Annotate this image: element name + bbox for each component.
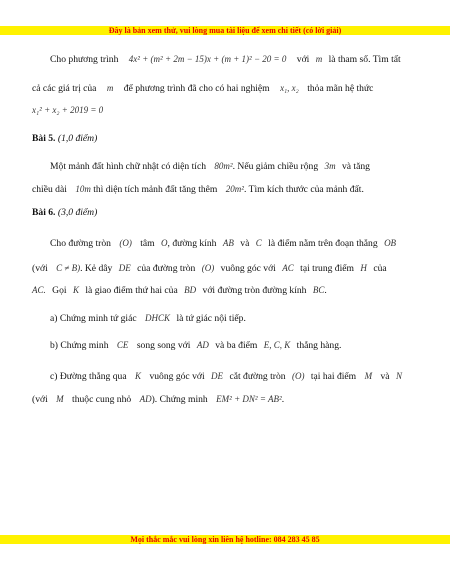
problem-5-heading: Bài 5. (1,0 điểm) bbox=[32, 133, 98, 144]
p4-line-2: cả các giá trị của m để phương trình đã cho có hai nghiệm x₁, x₂ thỏa mãn hệ thức bbox=[32, 83, 374, 94]
p5-line-1: Một mảnh đất hình chữ nhật có diện tích 80m². Nếu giảm chiều rộng 3m và tăng bbox=[50, 161, 370, 172]
p4-line-1: Cho phương trình 4x² + (m² + 2m − 15)x + (m + 1)² − 20 = 0 với m là tham số. Tìm tất bbox=[50, 54, 401, 65]
p5-line-2: chiều dài 10m thì diện tích mảnh đất tăng thêm 20m². Tìm kích thước của mảnh đất. bbox=[32, 184, 364, 195]
part-c-line-1: c) Đường thẳng qua K vuông góc với DE cắt đường tròn (O) tại hai điểm M và N bbox=[50, 371, 402, 382]
p6-line-2: (với C ≠ B). Kẻ dây DE của đường tròn (O) vuông góc với AC tại trung điểm H của bbox=[32, 263, 387, 274]
part-a: a) Chứng minh tứ giác DHCK là tứ giác nội tiếp. bbox=[50, 313, 246, 324]
p6-line-3: AC. Gọi K là giao điểm thứ hai của BD với đường tròn đường kính BC. bbox=[32, 285, 327, 296]
equation: x₁² + x₂ + 2019 = 0 bbox=[32, 105, 104, 115]
hotline-banner: Mọi thắc mắc vui lòng xin liên hệ hotline: 084 283 45 85 bbox=[0, 535, 450, 544]
p6-line-1: Cho đường tròn (O) tâm O, đường kính AB và C là điểm nằm trên đoạn thẳng OB bbox=[50, 238, 397, 249]
preview-banner: Đây là bản xem thử, vui lòng mua tài liệu để xem chi tiết (có lời giải) bbox=[0, 26, 450, 35]
problem-6-heading: Bài 6. (3,0 điểm) bbox=[32, 207, 98, 218]
part-b: b) Chứng minh CE song song với AD và ba điểm E, C, K thẳng hàng. bbox=[50, 340, 342, 351]
p4-line-3 bbox=[32, 105, 103, 116]
part-c-line-2: (với M thuộc cung nhỏ AD). Chứng minh EM² + DN² = AB². bbox=[32, 394, 285, 405]
equation: 4x² + (m² + 2m − 15)x + (m + 1)² − 20 = 0 bbox=[128, 54, 287, 64]
